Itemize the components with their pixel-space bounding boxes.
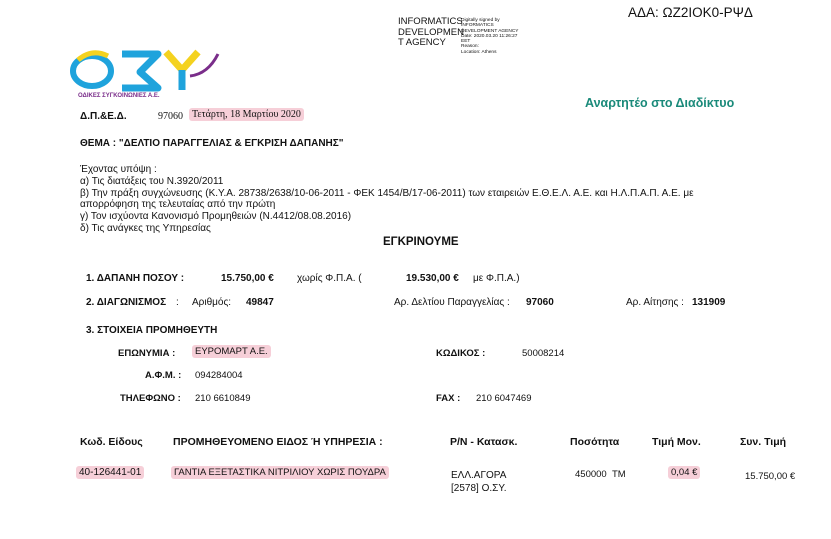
osy-logo xyxy=(70,46,220,104)
col-header-quantity: Ποσότητα xyxy=(570,436,620,448)
request-number-label: Αρ. Αίτησης : xyxy=(626,297,684,308)
tender-colon: : xyxy=(176,297,179,308)
signature-detail-line: INFORMATICS xyxy=(461,23,494,29)
supplier-afm-label: Α.Φ.Μ. : xyxy=(145,370,182,381)
signature-detail-line: DEVELOPMENT AGENCY xyxy=(461,28,519,34)
item-quantity: 450000 xyxy=(575,469,607,480)
signature-detail-line: Location: Athens xyxy=(461,49,497,55)
considering-line: Έχοντας υπόψη : xyxy=(80,164,157,175)
tender-number-label: Αριθμός: xyxy=(192,297,232,308)
logo-caption: ΟΔΙΚΕΣ ΣΥΓΚΟΙΝΩΝΙΕΣ Α.Ε. xyxy=(78,93,160,99)
expense-net-amount: 15.750,00 € xyxy=(221,273,274,284)
col-header-description: ΠΡΟΜΗΘΕΥΟΜΕΝΟ ΕΙΔΟΣ Ή ΥΠΗΡΕΣΙΑ : xyxy=(173,436,383,448)
expense-with-vat: με Φ.Π.Α.) xyxy=(473,273,520,284)
signature-details xyxy=(461,18,519,55)
item-pn xyxy=(451,469,507,495)
col-header-code: Κωδ. Είδους xyxy=(80,436,143,448)
supplier-fax: 210 6047469 xyxy=(476,393,532,404)
supplier-name-label: ΕΠΩΝΥΜΙΑ : xyxy=(118,348,176,359)
signature-detail-line: Date: 2020.03.20 11:26:27 xyxy=(461,33,518,39)
signature-detail-line: Reason: xyxy=(461,44,479,50)
considering-line: δ) Τις ανάγκες της Υπηρεσίας xyxy=(80,222,211,234)
col-header-total: Συν. Τιμή xyxy=(740,436,787,448)
item-unit-price: 0,04 € xyxy=(668,466,700,479)
signature-org xyxy=(398,17,464,49)
expense-label: 1. ΔΑΠΑΝΗ ΠΟΣΟΥ : xyxy=(86,273,185,284)
supplier-phone-label: ΤΗΛΕΦΩΝΟ : xyxy=(120,393,181,404)
order-number-label: Αρ. Δελτίου Παραγγελίας : xyxy=(394,297,510,308)
col-header-pn: P/N - Κατασκ. xyxy=(450,436,518,448)
item-unit: ΤΜ xyxy=(612,469,626,480)
item-total: 15.750,00 € xyxy=(745,471,796,482)
order-number: 97060 xyxy=(526,297,554,308)
supplier-fax-label: FAX : xyxy=(436,393,461,404)
supplier-heading: 3. ΣΤΟΙΧΕΙΑ ΠΡΟΜΗΘΕΥΤΗ xyxy=(86,325,218,336)
supplier-afm: 094284004 xyxy=(195,370,243,381)
signature-org-line: INFORMATICS xyxy=(398,16,463,27)
item-code: 40-126441-01 xyxy=(76,466,144,479)
considering-line: γ) Τον ισχύοντα Κανονισμό Προμηθειών (Ν.4412/08.08.2016) xyxy=(80,211,352,223)
expense-without-vat: χωρίς Φ.Π.Α. ( xyxy=(297,273,362,284)
considering-line: α) Τις διατάξεις του Ν.3920/2011 xyxy=(80,175,224,187)
col-header-unit-price: Τιμή Μον. xyxy=(652,436,701,448)
dped-number: 97060 xyxy=(158,111,183,122)
considering-block xyxy=(80,164,694,235)
supplier-code: 50008214 xyxy=(522,348,565,359)
signature-org-line: T AGENCY xyxy=(398,37,446,48)
item-description: ΓΑΝΤΙΑ ΕΞΕΤΑΣΤΙΚΑ ΝΙΤΡΙΛΙΟΥ ΧΩΡΙΣ ΠΟΥΔΡΑ xyxy=(171,466,389,479)
supplier-phone: 210 6610849 xyxy=(195,393,251,404)
subject: ΘΕΜΑ : "ΔΕΛΤΙΟ ΠΑΡΑΓΓΕΛΙΑΣ & ΕΓΚΡΙΣΗ ΔΑΠΑΝΗΣ" xyxy=(80,138,344,149)
tender-number: 49847 xyxy=(246,297,274,308)
posted-online-label: Αναρτητέο στο Διαδίκτυο xyxy=(585,96,735,110)
dped-date: Τετάρτη, 18 Μαρτίου 2020 xyxy=(189,108,304,121)
tender-label: 2. ΔΙΑΓΩΝΙΣΜΟΣ xyxy=(86,297,167,308)
considering-line: απορρόφηση της τελευταίας από την πρώτη xyxy=(80,199,276,211)
supplier-code-label: ΚΩΔΙΚΟΣ : xyxy=(436,348,486,359)
item-pn-line: [2578] Ο.ΣΥ. xyxy=(451,483,507,494)
dped-label: Δ.Π.&Ε.Δ. xyxy=(80,111,127,122)
request-number: 131909 xyxy=(692,297,726,308)
considering-line: β) Την πράξη συγχώνευσης (Κ.Υ.Α. 28738/2638/10-06-2011 - ΦΕΚ 1454/Β/17-06-2011) των εταιρειών Ε.Θ.Ε.Λ. Α.Ε. και Η.Λ.Π.Α.Π. Α.Ε. με xyxy=(80,187,694,199)
supplier-name: ΕΥΡΟΜΑΡΤ Α.Ε. xyxy=(192,345,271,358)
ada-code: ΑΔΑ: ΩΖ2ΙΟΚ0-ΡΨΔ xyxy=(628,5,753,20)
signature-detail-line: Digitally signed by xyxy=(461,18,500,23)
approve-heading: ΕΓΚΡΙΝΟΥΜΕ xyxy=(383,236,459,248)
expense-gross-amount: 19.530,00 € xyxy=(406,273,459,284)
osy-logo-mark xyxy=(70,46,220,94)
signature-org-line: DEVELOPMEN xyxy=(398,26,464,38)
signature-detail-line: EET xyxy=(461,39,471,45)
item-pn-line: ΕΛΛ.ΑΓΟΡΑ xyxy=(451,470,507,481)
